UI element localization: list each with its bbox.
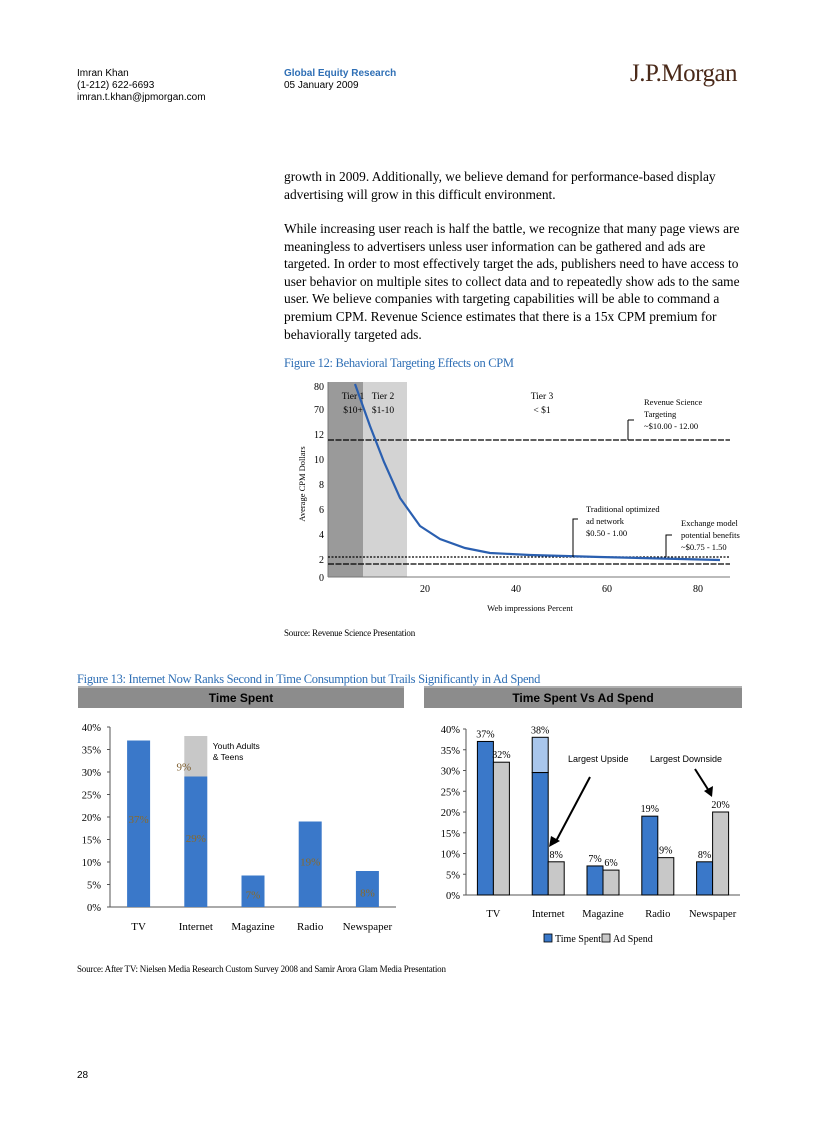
annotation-label: Largest Upside: [568, 754, 629, 764]
y-tick-label: 15%: [440, 828, 460, 840]
legend-label: & Teens: [212, 752, 244, 762]
y-tick-label: 40%: [440, 725, 460, 736]
y-tick-label: 4: [319, 530, 324, 541]
y-tick-label: 35%: [81, 745, 101, 757]
bar-time-spent-youth: [532, 737, 548, 772]
tier-3-label: Tier 3: [530, 392, 554, 402]
revenue-science-callout: ~$10.00 - 12.00: [644, 421, 699, 431]
bar-segment-label: 9%: [176, 761, 192, 774]
y-tick-label: 70: [314, 405, 324, 416]
legend-label: Time Spent: [555, 934, 602, 945]
x-tick-label: Magazine: [582, 909, 624, 920]
report-info: [284, 68, 396, 92]
bar-time-spent: [477, 741, 493, 895]
bar-value-label: 8%: [697, 849, 712, 861]
tier-2-range: $1-10: [371, 406, 395, 416]
author-name: Imran Khan: [77, 68, 129, 79]
bar-value-label: 8%: [360, 887, 375, 900]
tier-2-label: Tier 2: [371, 392, 395, 402]
revenue-science-callout: Revenue Science: [644, 397, 703, 407]
y-tick-label: 5%: [446, 870, 460, 882]
tier-1-range: $10+: [343, 406, 363, 416]
legend-swatch-ad-spend: [602, 934, 610, 942]
y-tick-label: 10: [314, 455, 324, 466]
x-tick-label: 60: [602, 584, 612, 595]
bar-value-label: 32%: [492, 750, 511, 762]
bar-ad-spend: [713, 812, 729, 895]
jpmorgan-logo: J.P.Morgan: [630, 60, 738, 87]
figure-13-source: Source: After TV: Nielsen Media Research Custom Survey 2008 and Samir Arora Glam Media Presentation: [77, 964, 446, 974]
figure-13-title: Figure 13: Internet Now Ranks Second in Time Consumption but Trails Significantly in Ad Spend: [77, 672, 541, 686]
bar-value-label: 9%: [659, 845, 673, 857]
upside-arrow: [555, 777, 590, 843]
x-tick-label: TV: [131, 921, 146, 933]
time-spent-chart: [74, 685, 412, 945]
y-tick-label: 25%: [440, 787, 460, 799]
legend-label: Ad Spend: [613, 934, 653, 945]
y-tick-label: 5%: [87, 880, 101, 892]
report-date: 05 January 2009: [284, 80, 359, 91]
bar-value-label: 20%: [711, 800, 730, 811]
y-tick-label: 6: [319, 505, 324, 516]
figure-12-chart: [280, 376, 750, 626]
bar-ad-spend: [658, 858, 674, 895]
legend-label: Youth Adults: [212, 741, 260, 751]
traditional-pointer: [573, 519, 578, 557]
bar-value-label: 7%: [245, 889, 261, 902]
bar-value-label: 37%: [476, 729, 495, 741]
bar-ad-spend: [548, 862, 564, 895]
x-tick-label: Radio: [297, 921, 324, 933]
y-tick-label: 20%: [440, 808, 460, 819]
y-tick-label: 35%: [440, 745, 460, 757]
revenue-science-callout: Targeting: [644, 409, 677, 419]
figure-12-source: Source: Revenue Science Presentation: [284, 628, 416, 638]
bar-value-label: 38%: [531, 725, 550, 737]
bar-time-spent: [642, 816, 658, 895]
author-email[interactable]: imran.t.khan@jpmorgan.com: [77, 92, 206, 103]
paragraph-2: While increasing user reach is half the battle, we recognize that many page views are meaningless to advertisers unless user information can be gathered and ads are targeted. In order to most effectively target the ads, publishers need to have access to user behavior on multiple sites to collect data and to repeatedly show ads to the same user. We believe companies with targeting capabilities will be able to command a premium CPM. Revenue Science estimates that there is a 15x CPM premium for behaviorally targeted ads.: [284, 221, 740, 342]
author-block: [77, 68, 206, 104]
bar-value-label: 7%: [588, 853, 602, 865]
figure-12-title: Figure 12: Behavioral Targeting Effects on CPM: [284, 356, 514, 370]
x-tick-label: Internet: [178, 921, 213, 933]
y-tick-label: 8: [319, 480, 324, 491]
x-tick-label: Newspaper: [342, 921, 393, 933]
y-tick-label: 30%: [440, 766, 460, 778]
labels-group: [476, 725, 736, 945]
x-tick-label: 20: [420, 584, 430, 595]
x-axis-label: Web impressions Percent: [487, 603, 573, 613]
page-number: 28: [77, 1070, 89, 1081]
exchange-callout: potential benefits: [681, 530, 740, 540]
paragraph-1: growth in 2009. Additionally, we believe demand for performance-based display advertising will grow in this difficult environment.: [284, 169, 716, 202]
bar-value-label: 29%: [185, 832, 206, 845]
time-vs-ad-chart: [420, 685, 748, 955]
x-tick-label: TV: [486, 909, 501, 920]
chart-title: Time Spent Vs Ad Spend: [512, 691, 654, 705]
chart-title: Time Spent: [208, 691, 274, 705]
y-tick-label: 0: [319, 573, 324, 584]
bar-ad-spend: [493, 762, 509, 895]
x-tick-label: Newspaper: [688, 909, 737, 920]
bar-value-label: 6%: [604, 858, 618, 870]
y-tick-label: 15%: [81, 835, 101, 847]
y-tick-label: 10%: [440, 849, 460, 861]
y-tick-label: 30%: [81, 768, 101, 779]
x-tick-label: 40: [511, 584, 521, 595]
author-phone: (1-212) 622-6693: [77, 80, 155, 91]
y-tick-label: 40%: [81, 723, 101, 734]
bar-ad-spend: [603, 870, 619, 895]
tier-3-range: < $1: [533, 406, 551, 416]
tier-1-label: Tier 1: [341, 392, 365, 402]
x-tick-label: Internet: [531, 909, 565, 920]
downside-arrow-head: [704, 786, 713, 797]
y-tick-label: 0%: [446, 891, 460, 902]
y-tick-label: 80: [314, 382, 324, 393]
x-tick-label: Radio: [645, 909, 671, 920]
traditional-callout: Traditional optimized: [586, 504, 660, 514]
bar-value-label: 19%: [300, 856, 321, 869]
traditional-callout: ad network: [586, 516, 625, 526]
bar-time-spent: [587, 866, 603, 895]
bar-time-spent: [532, 773, 548, 895]
traditional-callout: $0.50 - 1.00: [586, 528, 628, 538]
y-tick-label: 20%: [81, 813, 101, 824]
downside-arrow: [695, 769, 709, 791]
y-tick-label: 10%: [81, 858, 101, 869]
exchange-pointer: [666, 535, 672, 557]
department: Global Equity Research: [284, 68, 397, 79]
bar-value-label: 19%: [640, 804, 659, 816]
bar-value-label: 8%: [549, 849, 563, 861]
bar-value-label: 37%: [128, 813, 149, 826]
y-tick-label: 25%: [81, 790, 101, 802]
exchange-callout: ~$0.75 - 1.50: [681, 542, 727, 552]
y-tick-label: 0%: [87, 903, 101, 914]
y-tick-label: 2: [319, 555, 324, 566]
y-tick-label: 12: [314, 430, 324, 441]
y-axis-label: Average CPM Dollars: [297, 446, 307, 522]
x-tick-label: 80: [693, 584, 703, 595]
legend-swatch-time-spent: [544, 934, 552, 942]
bar-time-spent: [697, 862, 713, 895]
exchange-callout: Exchange model: [681, 518, 738, 528]
bars-group: [127, 736, 379, 907]
x-tick-label: Magazine: [231, 921, 275, 933]
annotation-label: Largest Downside: [650, 754, 723, 764]
